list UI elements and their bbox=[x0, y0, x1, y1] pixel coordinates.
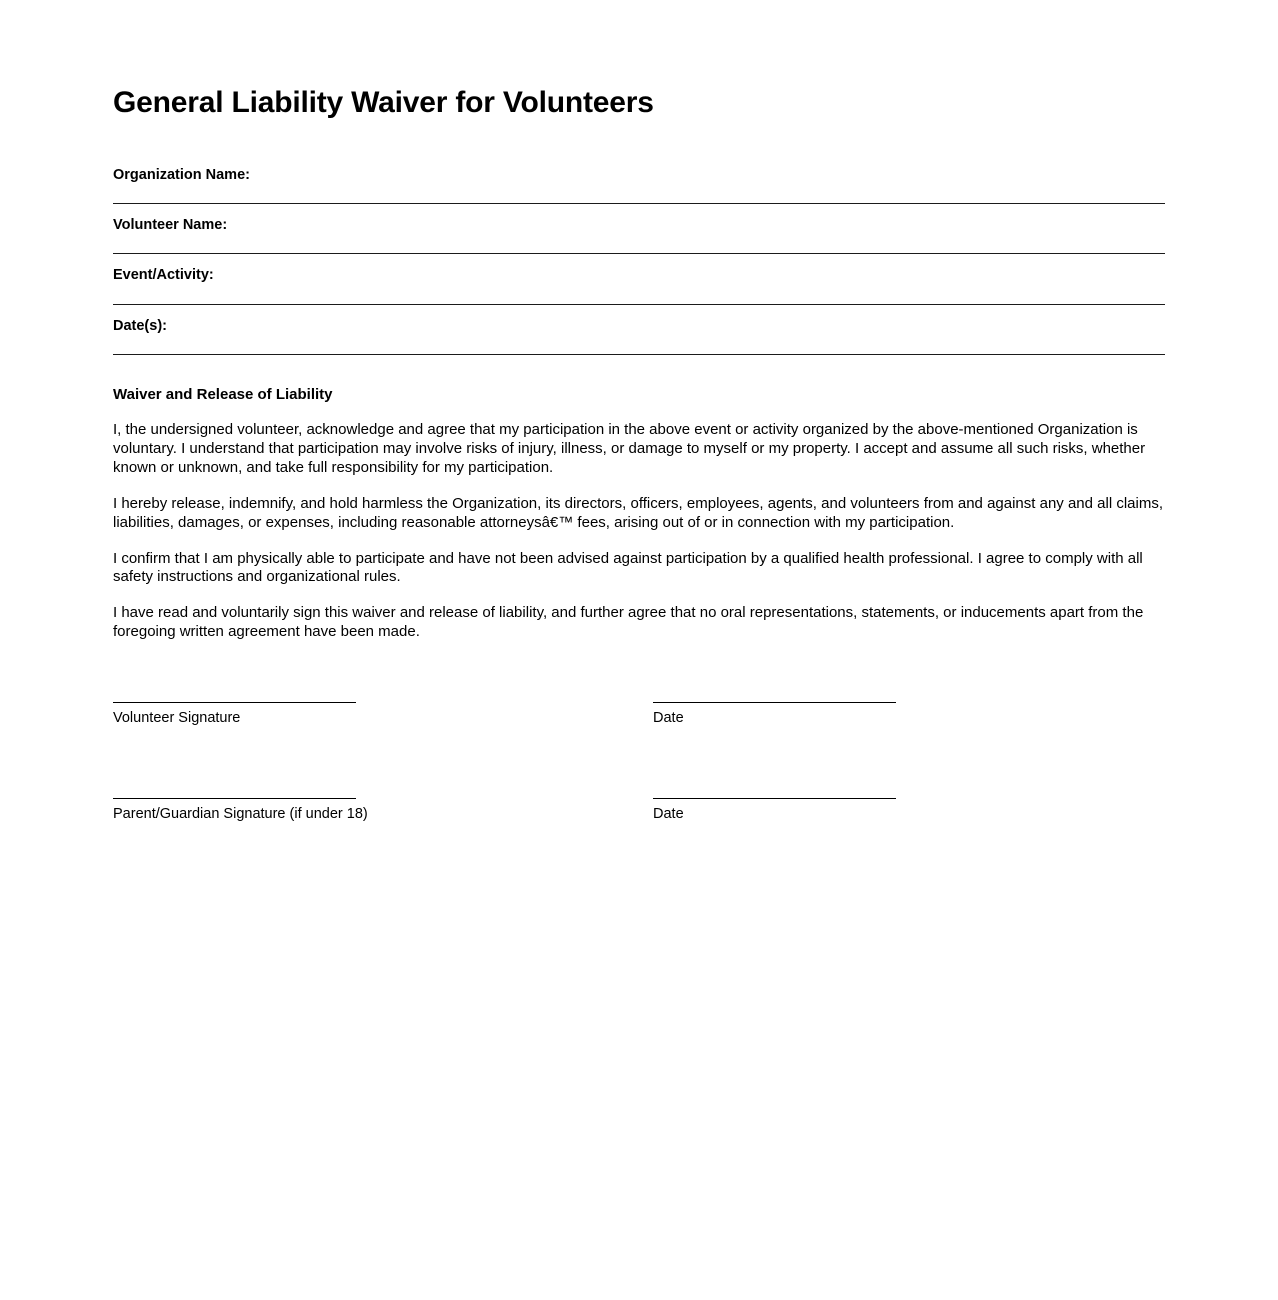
volunteer-signature-field bbox=[113, 702, 653, 727]
waiver-paragraph-1: I, the undersigned volunteer, acknowledge and agree that my participation in the above event or activity organized by the above-mentioned Organization is voluntary. I understand that participation may involve risks of injury, illness, or damage to myself or my property. I accept and assume all such risks, whether known or unknown, and take full responsibility for my participation. bbox=[113, 421, 1146, 476]
parent-guardian-signature-caption: Parent/Guardian Signature (if under 18) bbox=[113, 806, 368, 823]
form-fields bbox=[113, 154, 1165, 356]
signature-block-parent-guardian bbox=[113, 798, 1165, 823]
field-event-activity bbox=[113, 254, 1165, 304]
page-title: General Liability Waiver for Volunteers bbox=[113, 86, 654, 119]
field-dates bbox=[113, 305, 1165, 355]
waiver-paragraph-2: I hereby release, indemnify, and hold harmless the Organization, its directors, officers, employees, agents, and volunteers from and against any and all claims, liabilities, damages, or expenses, including reasonable attorneysâ€™ fees, arising out of or in connection with my participation. bbox=[113, 494, 1163, 531]
parent-guardian-date-field bbox=[653, 798, 953, 823]
parent-guardian-signature-field bbox=[113, 798, 653, 823]
field-volunteer-name bbox=[113, 204, 1165, 254]
field-label-volunteer-name: Volunteer Name: bbox=[113, 216, 228, 233]
waiver-paragraph-4: I have read and voluntarily sign this waiver and release of liability, and further agree that no oral representations, statements, or inducements apart from the foregoing written agreement have been made. bbox=[113, 604, 1144, 641]
volunteer-date-field bbox=[653, 702, 953, 727]
field-label-event-activity: Event/Activity: bbox=[113, 267, 214, 284]
field-label-dates: Date(s): bbox=[113, 317, 167, 334]
parent-guardian-date-line[interactable] bbox=[653, 798, 896, 799]
volunteer-signature-line[interactable] bbox=[113, 702, 356, 703]
waiver-paragraph-3: I confirm that I am physically able to participate and have not been advised against participation by a qualified health professional. I agree to comply with all safety instructions and organizational rules. bbox=[113, 549, 1143, 586]
volunteer-date-line[interactable] bbox=[653, 702, 896, 703]
volunteer-date-caption: Date bbox=[653, 710, 684, 727]
parent-guardian-signature-line[interactable] bbox=[113, 798, 356, 799]
waiver-section bbox=[113, 355, 1165, 642]
field-organization-name bbox=[113, 154, 1165, 204]
field-label-organization-name: Organization Name: bbox=[113, 166, 250, 183]
volunteer-signature-caption: Volunteer Signature bbox=[113, 710, 241, 727]
section-heading-waiver-and-release: Waiver and Release of Liability bbox=[113, 386, 333, 404]
parent-guardian-date-caption: Date bbox=[653, 806, 684, 823]
signature-block-volunteer bbox=[113, 702, 1165, 727]
